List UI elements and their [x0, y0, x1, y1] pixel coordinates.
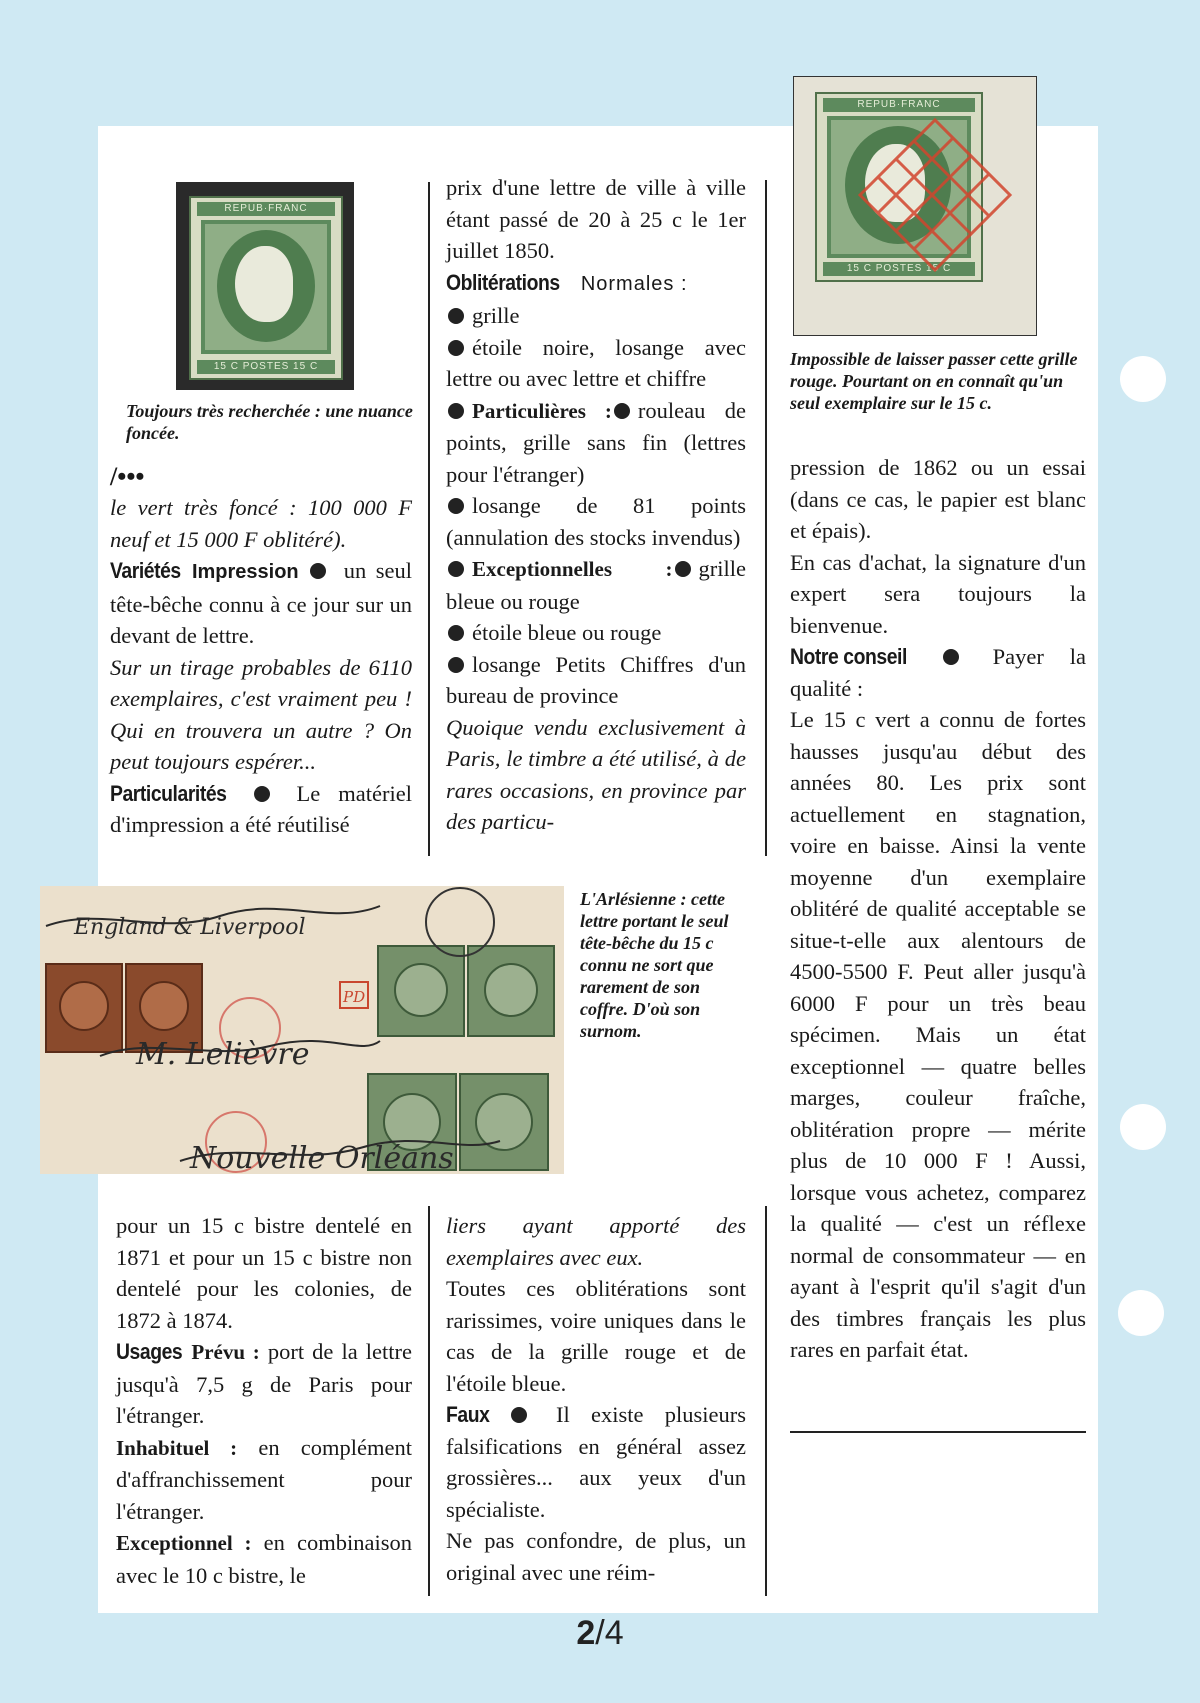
bullet-icon [448, 498, 464, 514]
varietes-italic: Sur un tirage probables de 6110 exemplaires, c'est vraiment peu ! Qui en trouvera un autre ? On peut toujours espérer... [110, 654, 412, 774]
column-3 [790, 452, 1086, 1366]
binder-hole [1120, 356, 1166, 402]
heading-usages: Usages [116, 1339, 183, 1364]
col2b-paragraph: Toutes ces oblitérations sont rarissimes, voire uniques dans le cas de la grille rouge et de l'étoile bleue. [446, 1276, 746, 1396]
column-1-bottom [116, 1210, 412, 1591]
bullet-icon [448, 657, 464, 673]
faux-paragraph [446, 1399, 746, 1525]
binder-hole [1118, 1290, 1164, 1336]
svg-text:England & Liverpool: England & Liverpool [74, 915, 306, 940]
column-rule [428, 1206, 430, 1596]
page-separator: / [595, 1614, 605, 1652]
column-rule [765, 1206, 767, 1596]
heading-obliterations: Oblitérations [446, 269, 560, 295]
heading-notre-conseil: Notre conseil [790, 644, 907, 669]
conseil-text: Payer la qualité : [790, 644, 1087, 701]
subheading-inhabituel: Inhabituel : [116, 1435, 238, 1460]
col3-paragraph: pression de 1862 ou un essai (dans ce cas, le papier est blanc et épais). [790, 455, 1086, 543]
svg-text:M. Lelièvre: M. Lelièvre [136, 1037, 310, 1072]
list-item: étoile noire, losange avec lettre ou avec lettre et chiffre [446, 334, 746, 391]
bullet-icon [511, 1407, 527, 1423]
page-current: 2 [576, 1614, 596, 1652]
column-2-top [446, 172, 746, 838]
col2b-paragraph: Ne pas confondre, de plus, un original avec une réim- [446, 1528, 746, 1585]
usages-paragraph [116, 1336, 412, 1432]
particularites-paragraph [110, 778, 412, 841]
inhabituel-paragraph [116, 1432, 412, 1528]
col3-paragraph: En cas d'achat, la signature d'un expert sera toujours la bienvenue. [790, 549, 1086, 638]
inhabituel-text: en complément d'affranchissement pour l'étranger. [116, 1434, 413, 1524]
letter-image [40, 886, 564, 1174]
col2-italic: Quoique vendu exclusivement à Paris, le timbre a été utilisé, à de rares occasions, en province par des particu- [446, 714, 746, 834]
conseil-paragraph [790, 641, 1086, 704]
subheading-impression: Impression [191, 561, 299, 583]
bullet-icon [675, 561, 691, 577]
list-item: losange de 81 points (annulation des stocks invendus) [446, 493, 746, 550]
particularites-text: Le matériel d'impression a été réutilisé [110, 780, 412, 837]
svg-text:PD: PD [343, 988, 366, 1006]
column-end-rule [790, 1431, 1086, 1433]
exceptionnel-paragraph [116, 1527, 412, 1591]
bullet-icon [943, 649, 959, 665]
heading-varietes: Variétés [110, 558, 181, 583]
page-number [0, 1614, 1200, 1653]
bullet-icon [448, 561, 464, 577]
list-item: Exceptionnelles : grille bleue ou rouge [446, 556, 746, 614]
list-item: étoile bleue ou rouge [446, 617, 746, 649]
bullet-icon [448, 625, 464, 641]
usages-text: port de la lettre jusqu'à 7,5 g de Paris pour l'étranger. [116, 1339, 413, 1428]
subheading-exceptionnelles: Exceptionnelles : [472, 557, 673, 581]
list-item: grille [446, 300, 746, 332]
price-text: le vert très foncé : 100 000 F neuf et 15 000 F oblitéré). [110, 495, 412, 552]
subheading-normales: Normales : [580, 272, 688, 295]
subheading-prevu: Prévu : [191, 1340, 260, 1364]
page-total: 4 [604, 1614, 624, 1652]
faux-text: Il existe plusieurs falsifications en général assez grossières... aux yeux d'un spécialiste. [446, 1402, 747, 1522]
heading-faux: Faux [446, 1402, 490, 1427]
bullet-icon [614, 403, 630, 419]
col2b-italic: liers ayant apporté des exemplaires avec eux. [446, 1213, 746, 1270]
list-item: losange Petits Chiffres d'un bureau de province [446, 651, 746, 708]
column-1-top [110, 462, 412, 841]
list-item: Particulières : rouleau de points, grille sans fin (lettres pour l'étranger) [446, 397, 746, 487]
red-grid-cancel-icon [840, 100, 1030, 290]
oblit-heading [446, 267, 746, 301]
bullet-icon [448, 308, 464, 324]
col3-paragraph: Le 15 c vert a connu de fortes hausses jusqu'au début des années 80. Les prix sont actuellement en stagnation, voire en baisse. Ainsi la vente moyenne d'un exemplaire oblitéré de qualité acceptable se situe-t-elle aux alentours de 4500-5500 F. Peut aller jusqu'à 6000 F pour un très beau spécimen. Mais un état exceptionnel — quatre belles marges, couleur fraîche, oblitération propre — mérite plus de 10 000 F ! Aussi, lorsque vous achetez, comparez la qualité — c'est un réflexe normal de consommateur — en ayant à l'esprit qu'il s'agit d'un des timbres français les plus rares en parfait état. [790, 707, 1086, 1362]
svg-text:Nouvelle Orléans: Nouvelle Orléans [190, 1141, 454, 1174]
bullet-icon [254, 786, 270, 802]
column-rule [765, 180, 767, 856]
caption-stamp-right: Impossible de laisser passer cette grille rouge. Pourtant on en connaît qu'un seul exemplaire sur le 15 c. [790, 349, 1078, 413]
bullet-icon [448, 403, 464, 419]
letter-script-drawing [40, 886, 564, 1174]
varietes-paragraph [110, 555, 412, 652]
subheading-exceptionnel: Exceptionnel : [116, 1531, 252, 1555]
bullet-icon [310, 563, 326, 579]
caption-letter: L'Arlésienne : cette lettre portant le seul tête-bêche du 15 c connu ne sort que rarement de son coffre. D'où son surnom. [580, 889, 729, 1041]
binder-hole [1120, 1104, 1166, 1150]
subheading-particulieres: Particulières : [472, 398, 612, 423]
bullet-icon [448, 340, 464, 356]
price-paragraph: prix d'une lettre de ville à ville étant passé de 20 à 25 c le 1er juillet 1850. [446, 175, 746, 263]
varietes-text: un seul tête-bêche connu à ce jour sur un devant de lettre. [110, 558, 413, 648]
heading-particularites: Particularités [110, 780, 227, 806]
column-2-bottom [446, 1210, 746, 1588]
rating: /••• [110, 462, 145, 491]
caption-stamp-left: Toujours très recherchée : une nuance foncée. [126, 401, 413, 443]
exceptionnel-text: en combinaison avec le 10 c bistre, le [116, 1530, 412, 1588]
column-rule [428, 182, 430, 856]
col1b-paragraph: pour un 15 c bistre dentelé en 1871 et pour un 15 c bistre non dentelé pour les colonies, de 1872 à 1874. [116, 1213, 412, 1333]
